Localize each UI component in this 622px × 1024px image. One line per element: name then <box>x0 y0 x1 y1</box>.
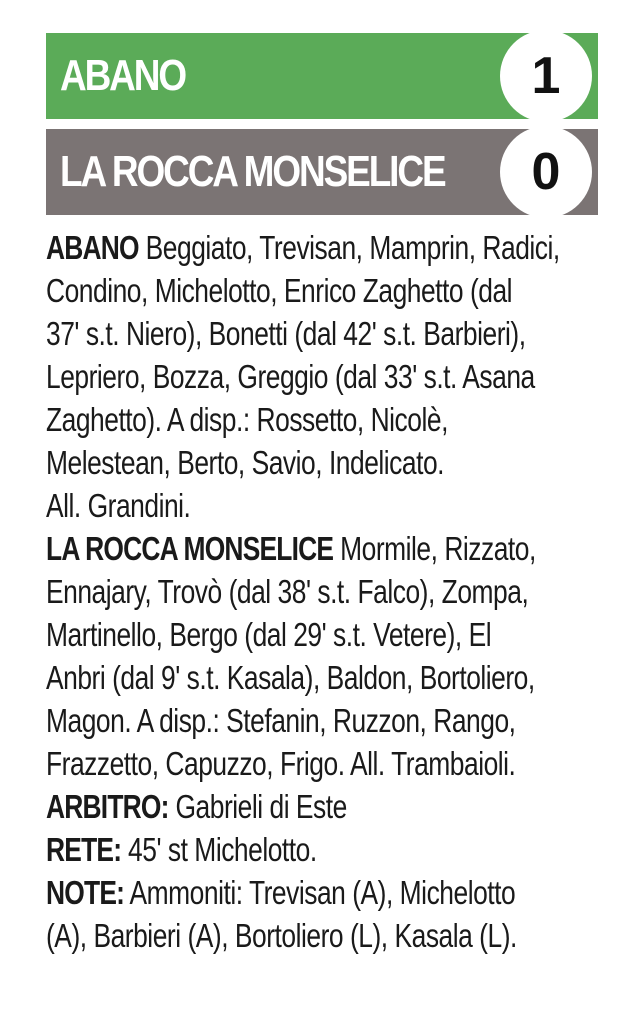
home-score: 1 <box>500 30 592 122</box>
away-lineup-line: Magon. A disp.: Stefanin, Ruzzon, Rango, <box>46 702 516 739</box>
home-lineup-line: All. Grandini. <box>46 487 191 524</box>
referee-line <box>46 785 488 828</box>
away-lineup-line <box>46 527 536 570</box>
notes-line <box>46 871 516 914</box>
away-lineup-line: Ennajary, Trovò (dal 38' s.t. Falco), Zompa, <box>46 573 529 610</box>
away-lineup-line: Frazzetto, Capuzzo, Frigo. All. Trambaioli. <box>46 745 516 782</box>
away-lineup-text: Mormile, Rizzato, <box>333 530 536 567</box>
away-score: 0 <box>500 126 592 218</box>
home-lineup-line: Melestean, Berto, Savio, Indelicato. <box>46 444 445 481</box>
away-team-bar <box>46 129 598 215</box>
referee-value: Gabrieli di Este <box>168 788 347 825</box>
home-lineup-label: ABANO <box>46 229 139 266</box>
goal-label: RETE: <box>46 831 122 868</box>
goal-line <box>46 828 488 871</box>
away-team-name: LA ROCCA MONSELICE <box>60 147 445 196</box>
home-lineup-line: Lepriero, Bozza, Greggio (dal 33' s.t. Asana <box>46 358 535 395</box>
goal-value: 45' st Michelotto. <box>121 831 317 868</box>
home-team-name: ABANO <box>60 51 186 100</box>
home-lineup-line: 37' s.t. Niero), Bonetti (dal 42' s.t. Barbieri), <box>46 315 526 352</box>
away-lineup-label: LA ROCCA MONSELICE <box>46 530 334 567</box>
home-lineup-text: Beggiato, Trevisan, Mamprin, Radici, <box>138 229 560 266</box>
home-team-bar <box>46 33 598 119</box>
away-lineup-line: Anbri (dal 9' s.t. Kasala), Baldon, Bortoliero, <box>46 659 535 696</box>
notes-label: NOTE: <box>46 874 125 911</box>
home-lineup-line: Condino, Michelotto, Enrico Zaghetto (dal <box>46 272 513 309</box>
notes-text: Ammoniti: Trevisan (A), Michelotto <box>124 874 516 911</box>
notes-line: (A), Barbieri (A), Bortoliero (L), Kasala (L). <box>46 917 517 954</box>
match-report <box>46 226 598 957</box>
home-lineup-line <box>46 226 560 269</box>
referee-label: ARBITRO: <box>46 788 169 825</box>
away-lineup-line: Martinello, Bergo (dal 29' s.t. Vetere), El <box>46 616 492 653</box>
home-lineup-line: Zaghetto). A disp.: Rossetto, Nicolè, <box>46 401 448 438</box>
